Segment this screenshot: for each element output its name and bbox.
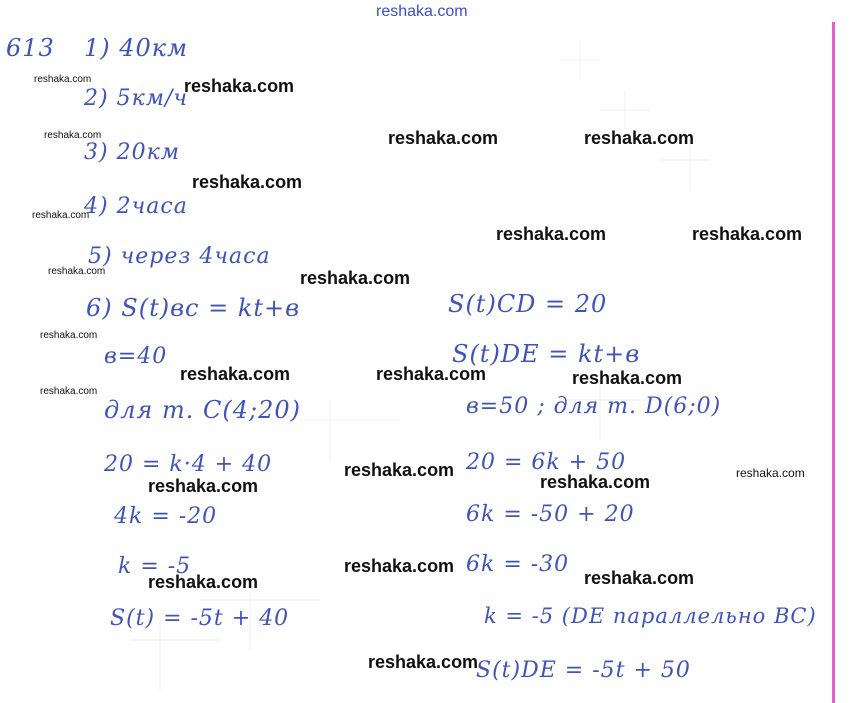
answer-line-7: в=40	[104, 344, 168, 369]
answer-line-11: k = -5	[118, 554, 192, 579]
answer-line-4: 4) 2часа	[84, 194, 188, 219]
answer-line-1: 1) 40км	[84, 34, 189, 62]
watermark-large: reshaka.com	[388, 128, 499, 148]
watermark-small: reshaka.com	[32, 210, 90, 221]
answer-line-6: 6) S(t)вс = kt+в	[86, 294, 301, 322]
answer-right-3: в=50 ; для т. D(6;0)	[466, 394, 722, 419]
watermark-small: reshaka.com	[40, 386, 98, 397]
answer-right-2: S(t)DE = kt+в	[452, 340, 641, 368]
answer-right-4: 20 = 6k + 50	[466, 450, 627, 475]
watermark-small: reshaka.com	[736, 466, 805, 480]
watermark-large: reshaka.com	[376, 364, 487, 384]
watermark-large: reshaka.com	[584, 568, 695, 588]
site-header-link[interactable]: reshaka.com	[376, 3, 468, 20]
watermark-large: reshaka.com	[192, 172, 303, 192]
watermark-large: reshaka.com	[344, 460, 455, 480]
answer-line-5: 5) через 4часа	[88, 244, 271, 269]
problem-number: 613	[6, 34, 55, 62]
watermark-large: reshaka.com	[344, 556, 455, 576]
answer-right-5: 6k = -50 + 20	[466, 502, 635, 527]
watermark-large: reshaka.com	[496, 224, 607, 244]
answer-line-9: 20 = k·4 + 40	[104, 452, 273, 477]
watermark-large: reshaka.com	[148, 476, 259, 496]
answer-right-7: k = -5 (DE параллельно ВС)	[484, 604, 817, 628]
margin-line	[832, 22, 835, 703]
watermark-large: reshaka.com	[180, 364, 291, 384]
watermark-large: reshaka.com	[584, 128, 695, 148]
answer-line-2: 2) 5км/ч	[84, 86, 189, 111]
watermark-large: reshaka.com	[692, 224, 803, 244]
answer-line-3: 3) 20км	[84, 140, 180, 165]
watermark-large: reshaka.com	[148, 572, 259, 592]
watermark-small: reshaka.com	[44, 130, 102, 141]
answer-right-8: S(t)DE = -5t + 50	[476, 658, 691, 683]
answer-right-6: 6k = -30	[466, 552, 570, 577]
watermark-large: reshaka.com	[300, 268, 411, 288]
watermark-small: reshaka.com	[40, 330, 98, 341]
answer-right-1: S(t)CD = 20	[448, 290, 608, 318]
watermark-large: reshaka.com	[572, 368, 683, 388]
answer-line-10: 4k = -20	[114, 504, 218, 529]
watermark-small: reshaka.com	[34, 74, 92, 85]
answer-line-8: для т. C(4;20)	[104, 396, 302, 424]
watermark-large: reshaka.com	[368, 652, 479, 672]
watermark-large: reshaka.com	[540, 472, 651, 492]
watermark-large: reshaka.com	[184, 76, 295, 96]
answer-line-12: S(t) = -5t + 40	[110, 606, 290, 631]
watermark-small: reshaka.com	[48, 266, 106, 277]
